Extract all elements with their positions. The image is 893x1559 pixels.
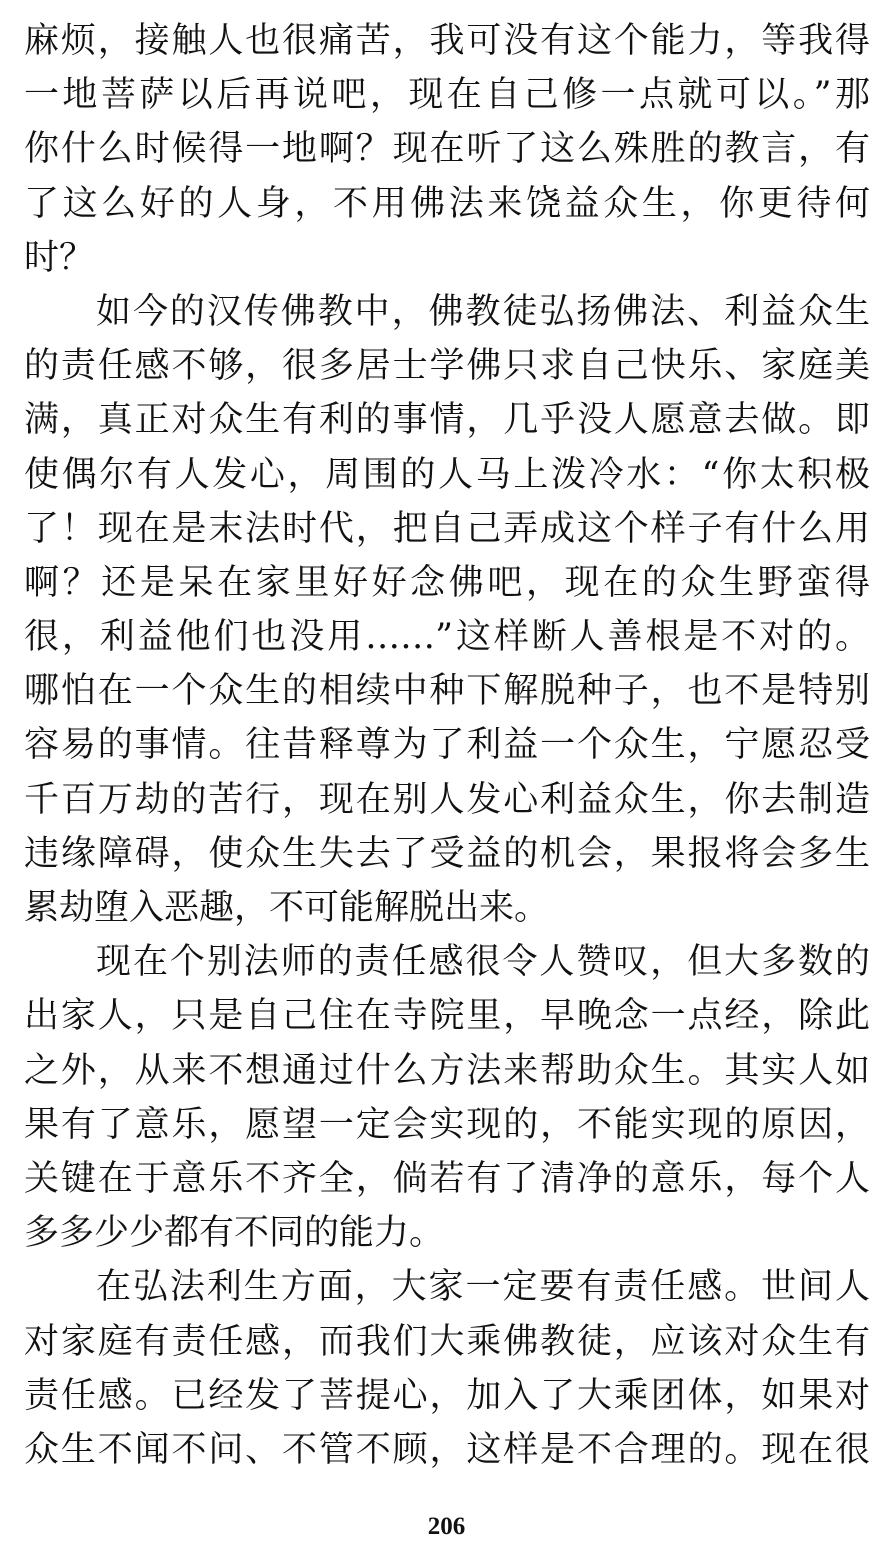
text-line: 违缘障碍，使众生失去了受益的机会，果报将会多生	[24, 833, 870, 874]
text-line: 时？	[24, 237, 95, 278]
text-line: 如今的汉传佛教中，佛教徒弘扬佛法、利益众生	[96, 291, 870, 332]
text-line: 关键在于意乐不齐全，倘若有了清净的意乐，每个人	[24, 1158, 870, 1199]
text-line: 多多少少都有不同的能力。	[24, 1213, 445, 1254]
text-line: 使偶尔有人发心，周围的人马上泼冷水：“你太积极	[24, 454, 870, 495]
text-line: 众生不闻不问、不管不顾，这样是不合理的。现在很	[24, 1429, 870, 1470]
text-line: 很，利益他们也没用……”这样断人善根是不对的。	[24, 617, 870, 658]
text-line: 果有了意乐，愿望一定会实现的，不能实现的原因，	[24, 1104, 870, 1145]
body-text	[24, 14, 870, 1477]
text-line: 在弘法利生方面，大家一定要有责任感。世间人	[96, 1267, 870, 1308]
text-line: 千百万劫的苦行，现在别人发心利益众生，你去制造	[24, 779, 870, 820]
text-line: 了！现在是末法时代，把自己弄成这个样子有什么用	[24, 508, 870, 549]
text-line: 哪怕在一个众生的相续中种下解脱种子，也不是特别	[24, 671, 870, 712]
text-line: 麻烦，接触人也很痛苦，我可没有这个能力，等我得	[24, 21, 870, 61]
text-line: 了这么好的人身，不用佛法来饶益众生，你更待何	[24, 183, 870, 224]
text-line: 你什么时候得一地啊？现在听了这么殊胜的教言，有	[24, 129, 870, 170]
text-line: 现在个别法师的责任感很令人赞叹，但大多数的	[96, 942, 870, 983]
text-line: 责任感。已经发了菩提心，加入了大乘团体，如果对	[24, 1375, 870, 1416]
text-line: 之外，从来不想通过什么方法来帮助众生。其实人如	[24, 1050, 870, 1091]
page-number: 206	[427, 1513, 466, 1540]
text-line: 一地菩萨以后再说吧，现在自己修一点就可以。”那	[24, 75, 870, 116]
text-line: 累劫堕入恶趣，不可能解脱出来。	[24, 888, 550, 928]
text-line: 的责任感不够，很多居士学佛只求自己快乐、家庭美	[24, 346, 870, 387]
text-line: 啊？还是呆在家里好好念佛吧，现在的众生野蛮得	[24, 562, 870, 603]
text-line: 容易的事情。往昔释尊为了利益一个众生，宁愿忍受	[24, 725, 870, 766]
text-line: 满，真正对众生有利的事情，几乎没人愿意去做。即	[24, 400, 870, 441]
text-line: 对家庭有责任感，而我们大乘佛教徒，应该对众生有	[24, 1321, 870, 1362]
text-line: 出家人，只是自己住在寺院里，早晚念一点经，除此	[24, 996, 870, 1037]
